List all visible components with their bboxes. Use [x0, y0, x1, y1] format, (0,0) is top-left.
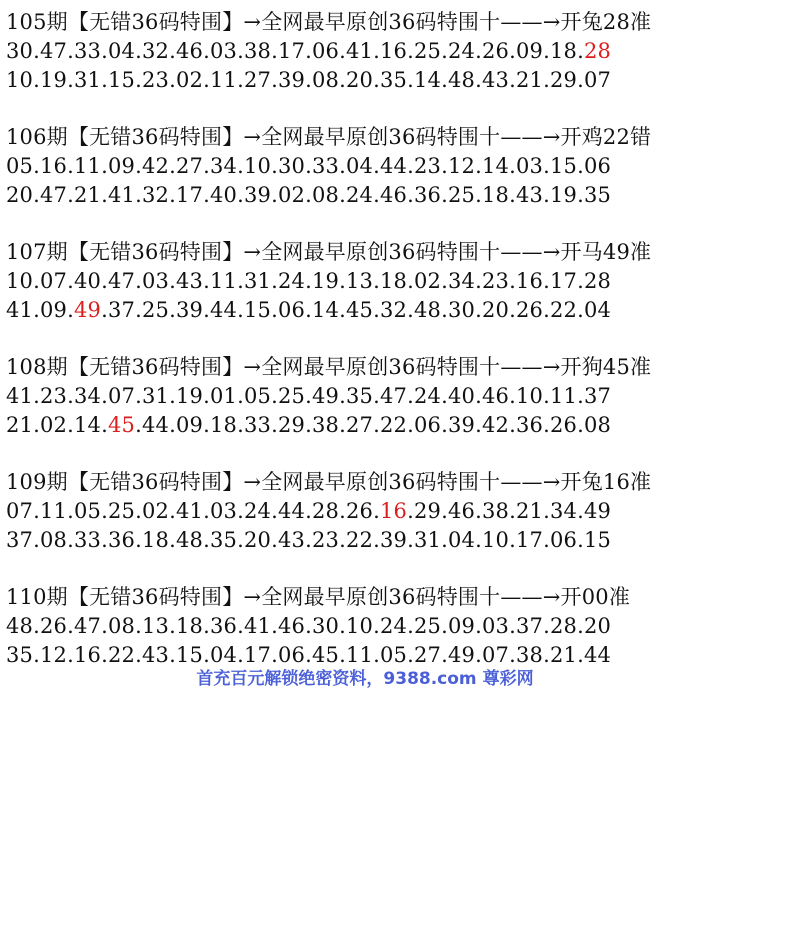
number-sequence: 10.07.40.47.03.43.11.31.24.19.13.18.02.34.23.16.17.28	[6, 269, 612, 293]
number-sequence: 41.23.34.07.31.19.01.05.25.49.35.47.24.40.46.10.11.37	[6, 384, 612, 408]
number-sequence: 07.11.05.25.02.41.03.24.44.28.26.	[6, 499, 380, 523]
number-sequence: 41.09.	[6, 298, 74, 322]
number-row	[6, 497, 796, 526]
issue-block	[6, 583, 796, 670]
issue-header: 109期【无错36码特围】→全网最早原创36码特围十——→开兔16准	[6, 470, 652, 494]
number-sequence: 30.47.33.04.32.46.03.38.17.06.41.16.25.24.26.09.18.	[6, 39, 584, 63]
number-sequence: .44.09.18.33.29.38.27.22.06.39.42.36.26.08	[135, 413, 612, 437]
number-row	[6, 612, 796, 641]
number-row	[6, 37, 796, 66]
number-sequence: 48.26.47.08.13.18.36.41.46.30.10.24.25.09.03.37.28.20	[6, 614, 612, 638]
winning-number: 45	[108, 413, 136, 437]
number-sequence: 20.47.21.41.32.17.40.39.02.08.24.46.36.25.18.43.19.35	[6, 183, 612, 207]
issue-header: 107期【无错36码特围】→全网最早原创36码特围十——→开马49准	[6, 240, 652, 264]
number-row	[6, 382, 796, 411]
number-sequence: .37.25.39.44.15.06.14.45.32.48.30.20.26.22.04	[101, 298, 612, 322]
issue-header: 108期【无错36码特围】→全网最早原创36码特围十——→开狗45准	[6, 355, 652, 379]
number-row	[6, 66, 796, 95]
number-sequence: 37.08.33.36.18.48.35.20.43.23.22.39.31.04.10.17.06.15	[6, 528, 612, 552]
issue-block	[6, 8, 796, 95]
number-row	[6, 296, 796, 325]
issue-block	[6, 238, 796, 325]
issue-block	[6, 468, 796, 555]
winning-number: 28	[583, 39, 612, 63]
issue-header: 105期【无错36码特围】→全网最早原创36码特围十——→开兔28准	[6, 10, 652, 34]
number-row	[6, 152, 796, 181]
number-sequence: 05.16.11.09.42.27.34.10.30.33.04.44.23.12.14.03.15.06	[6, 154, 612, 178]
winning-number: 16	[379, 499, 408, 523]
winning-number: 49	[74, 298, 102, 322]
issue-block	[6, 123, 796, 210]
prediction-document	[6, 8, 796, 698]
number-row	[6, 181, 796, 210]
number-sequence: 10.19.31.15.23.02.11.27.39.08.20.35.14.48.43.21.29.07	[6, 68, 612, 92]
number-row	[6, 526, 796, 555]
number-sequence: 35.12.16.22.43.15.04.17.06.45.11.05.27.49.07.38.21.44	[6, 643, 612, 667]
issue-header: 110期【无错36码特围】→全网最早原创36码特围十——→开00准	[6, 585, 631, 609]
issue-header: 106期【无错36码特围】→全网最早原创36码特围十——→开鸡22错	[6, 125, 652, 149]
number-sequence: 21.02.14.	[6, 413, 108, 437]
number-row	[6, 411, 796, 440]
number-sequence: .29.46.38.21.34.49	[407, 499, 612, 523]
watermark-text: 首充百元解锁绝密资料，9388.com 尊彩网	[196, 669, 534, 689]
number-row	[6, 267, 796, 296]
issue-block	[6, 353, 796, 440]
